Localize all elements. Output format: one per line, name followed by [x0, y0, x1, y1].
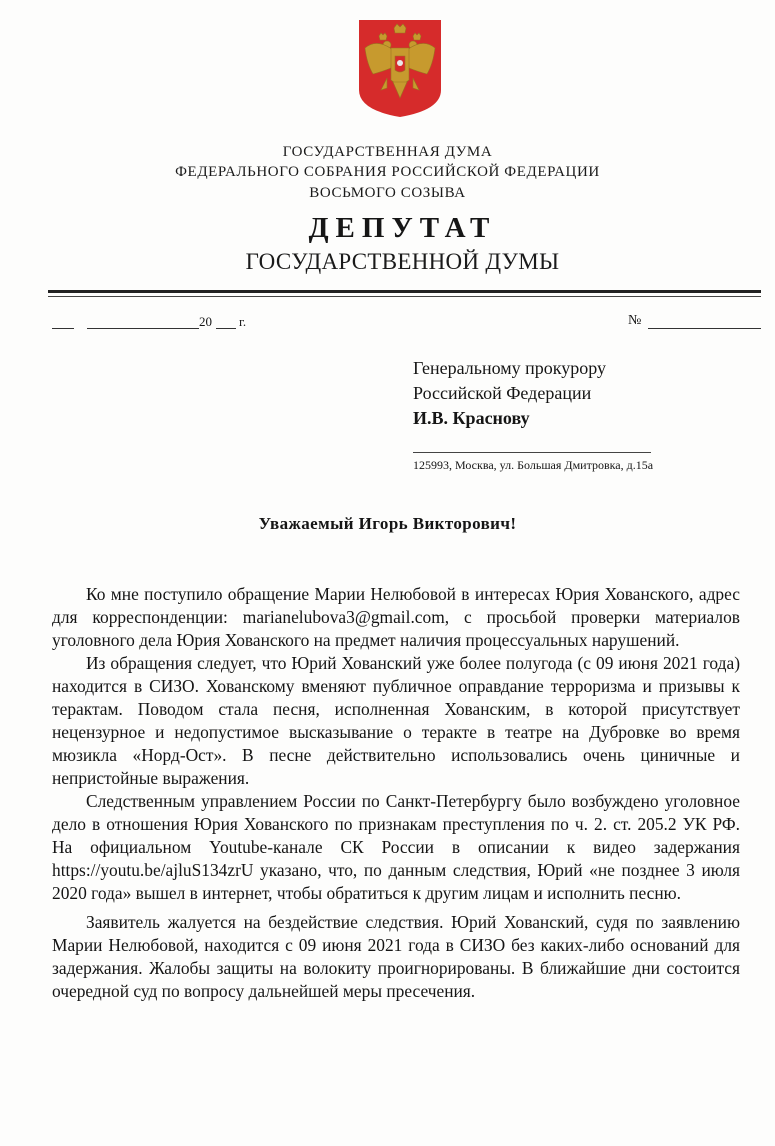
header-rule-thin — [48, 296, 761, 297]
date-month-blank — [87, 328, 199, 329]
header-line-1: ГОСУДАРСТВЕННАЯ ДУМА — [282, 144, 493, 160]
addressee-name: И.В. Краснову — [413, 408, 530, 428]
document-subtitle: ГОСУДАРСТВЕННОЙ ДУМЫ — [245, 249, 560, 274]
date-year-prefix: 20 — [199, 314, 212, 329]
letter-body — [52, 583, 740, 1003]
date-year-blank — [216, 328, 236, 329]
paragraph-3: Следственным управлением России по Санкт-Петербургу было возбуждено уголовное дело в отношения Юрия Хованского по признакам преступления по ч. 2. ст. 205.2 УК РФ. На официальном Youtube-канале СК России в описании к видео задержания https://youtu.be/ajluS134zrU указано, что, по данным следствия, Юрий «не позднее 3 июля 2020 года» вышел в интернет, чтобы обратиться к другим лицам и исполнить песню. — [52, 791, 740, 903]
addressee-postal-address: 125993, Москва, ул. Большая Дмитровка, д.15а — [413, 458, 654, 472]
document-title: ДЕПУТАТ — [308, 212, 497, 244]
paragraph-1: Ко мне поступило обращение Марии Нелюбовой в интересах Юрия Хованского, адрес для корреспонденции: marianelubova3@gmail.com, с просьбой проверки материалов уголовного дела Юрия Хованского на предмет наличия процессуальных нарушений. — [52, 584, 740, 650]
paragraph-4: Заявитель жалуется на бездействие следствия. Юрий Хованский, судя по заявлению Марии Нелюбовой, находится с 09 июня 2021 года в СИЗО без каких-либо оснований для задержания. Жалобы защиты на волокиту проигнорированы. В ближайшие дни состоится очередной суд по вопросу дальнейшей меры пресечения. — [52, 912, 740, 1001]
number-label: № — [628, 313, 642, 328]
paragraph-2: Из обращения следует, что Юрий Хованский уже более полугода (с 09 июня 2021 года) находится в СИЗО. Хованскому вменяют публичное оправдание терроризма и призывы к терактам. Поводом стала песня, исполненная Хованским, в которой присутствует нецензурное и недопустимое высказывание о теракте в театре на Дубровке во время мюзикла «Норд-Ост». В песне действительно использовались очень циничные и непристойные выражения. — [52, 653, 740, 788]
addressee-line-1: Генеральному прокурору — [413, 358, 607, 378]
coat-of-arms-icon — [357, 18, 443, 118]
date-year-suffix: г. — [239, 314, 247, 329]
greeting: Уважаемый Игорь Викторович! — [258, 514, 517, 533]
header-rule-thick — [48, 290, 761, 293]
header-line-3: ВОСЬМОГО СОЗЫВА — [309, 185, 466, 201]
date-day-blank — [52, 328, 74, 329]
number-blank — [648, 328, 761, 329]
addressee-line-2: Российской Федерации — [413, 383, 592, 403]
header-line-2: ФЕДЕРАЛЬНОГО СОБРАНИЯ РОССИЙСКОЙ ФЕДЕРАЦИИ — [175, 164, 600, 180]
addressee-rule — [413, 452, 651, 453]
